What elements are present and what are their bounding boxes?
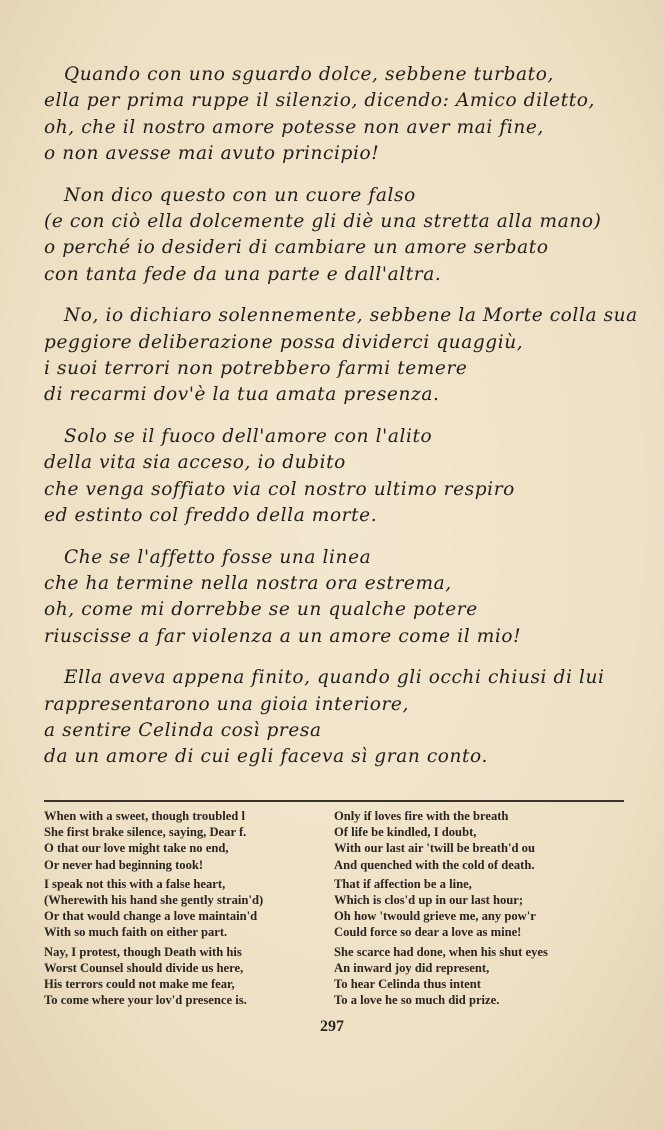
verse-line: Che se l'affetto fosse una linea xyxy=(64,546,372,568)
verse-line: da un amore di cui egli faceva sì gran conto. xyxy=(44,746,488,768)
footnote-line: O that our love might take no end, xyxy=(44,841,229,856)
italian-stanza-3 xyxy=(44,303,644,409)
verse-line: di recarmi dov'è la tua amata presenza. xyxy=(44,384,440,406)
verse-line: oh, come mi dorrebbe se un qualche potere xyxy=(44,599,478,621)
english-stanza-right xyxy=(334,944,634,1009)
footnote-line: Oh how 'twould grieve me, any pow'r xyxy=(334,909,536,924)
english-original-footnote xyxy=(44,808,634,1011)
verse-line: Quando con uno sguardo dolce, sebbene turbato, xyxy=(64,64,554,85)
footnote-line: An inward joy did represent, xyxy=(334,960,490,975)
english-stanza-right xyxy=(334,808,634,873)
verse-line: ed estinto col freddo della morte. xyxy=(44,505,378,527)
footnote-line: Of life be kindled, I doubt, xyxy=(334,825,477,840)
verse-line: i suoi terrori non potrebbero farmi temere xyxy=(44,358,468,380)
verse-line: rappresentarono una gioia interiore, xyxy=(44,693,409,715)
verse-line: Ella aveva appena finito, quando gli occhi chiusi di lui xyxy=(64,667,605,689)
english-stanza-row-2 xyxy=(44,876,634,941)
footnote-line: Or never had beginning took! xyxy=(44,857,204,872)
footnote-line: And quenched with the cold of death. xyxy=(334,857,535,872)
verse-line: che ha termine nella nostra ora estrema, xyxy=(44,572,452,594)
verse-line: oh, che il nostro amore potesse non aver mai fine, xyxy=(44,116,544,138)
verse-line: o perché io desideri di cambiare un amore serbato xyxy=(44,237,549,259)
page-number: 297 xyxy=(320,1018,344,1035)
footnote-line: Could force so dear a love as mine! xyxy=(334,925,522,940)
footnote-line: His terrors could not make me fear, xyxy=(44,977,235,992)
italian-stanza-1 xyxy=(44,62,644,168)
footnote-line: With so much faith on either part. xyxy=(44,925,228,940)
italian-translation xyxy=(44,62,644,786)
verse-line: o non avesse mai avuto principio! xyxy=(44,143,380,165)
verse-line: Non dico questo con un cuore falso xyxy=(64,184,416,206)
english-stanza-left xyxy=(44,808,334,873)
verse-line: No, io dichiaro solennemente, sebbene la Morte colla sua xyxy=(64,305,638,327)
verse-line: con tanta fede da una parte e dall'altra. xyxy=(44,263,442,285)
footnote-divider xyxy=(44,800,624,802)
verse-line: peggiore deliberazione possa dividerci quaggiù, xyxy=(44,331,524,353)
footnote-line: Only if loves fire with the breath xyxy=(334,809,509,823)
footnote-line: Or that would change a love maintain'd xyxy=(44,909,258,924)
english-stanza-left xyxy=(44,876,334,941)
verse-line: Solo se il fuoco dell'amore con l'alito xyxy=(64,425,433,447)
verse-line: ella per prima ruppe il silenzio, dicendo: Amico diletto, xyxy=(44,90,595,112)
footnote-line: She first brake silence, saying, Dear f. xyxy=(44,825,247,840)
footnote-line: To hear Celinda thus intent xyxy=(334,977,481,992)
verse-line: a sentire Celinda così presa xyxy=(44,719,322,741)
verse-line: riuscisse a far violenza a un amore come il mio! xyxy=(44,625,522,647)
footnote-line: I speak not this with a false heart, xyxy=(44,876,226,891)
footnote-line: She scarce had done, when his shut eyes xyxy=(334,944,548,959)
italian-stanza-4 xyxy=(44,424,644,530)
footnote-line: Nay, I protest, though Death with his xyxy=(44,944,242,959)
english-stanza-row-3 xyxy=(44,944,634,1009)
footnote-line: Worst Counsel should divide us here, xyxy=(44,960,244,975)
footnote-line: When with a sweet, though troubled l xyxy=(44,809,245,823)
footnote-line: Which is clos'd up in our last hour; xyxy=(334,893,524,908)
english-stanza-right xyxy=(334,876,634,941)
footnote-line: To a love he so much did prize. xyxy=(334,993,500,1008)
italian-stanza-6 xyxy=(44,665,644,771)
footnote-line: (Wherewith his hand she gently strain'd) xyxy=(44,893,264,908)
footnote-line: With our last air 'twill be breath'd ou xyxy=(334,841,535,856)
english-stanza-left xyxy=(44,944,334,1009)
verse-line: (e con ciò ella dolcemente gli diè una stretta alla mano) xyxy=(44,211,602,233)
verse-line: che venga soffiato via col nostro ultimo respiro xyxy=(44,478,515,500)
italian-stanza-5 xyxy=(44,545,644,651)
footnote-line: To come where your lov'd presence is. xyxy=(44,993,247,1008)
italian-stanza-2 xyxy=(44,183,644,289)
verse-line: della vita sia acceso, io dubito xyxy=(44,452,346,474)
english-stanza-row-1 xyxy=(44,808,634,873)
footnote-line: That if affection be a line, xyxy=(334,876,472,891)
